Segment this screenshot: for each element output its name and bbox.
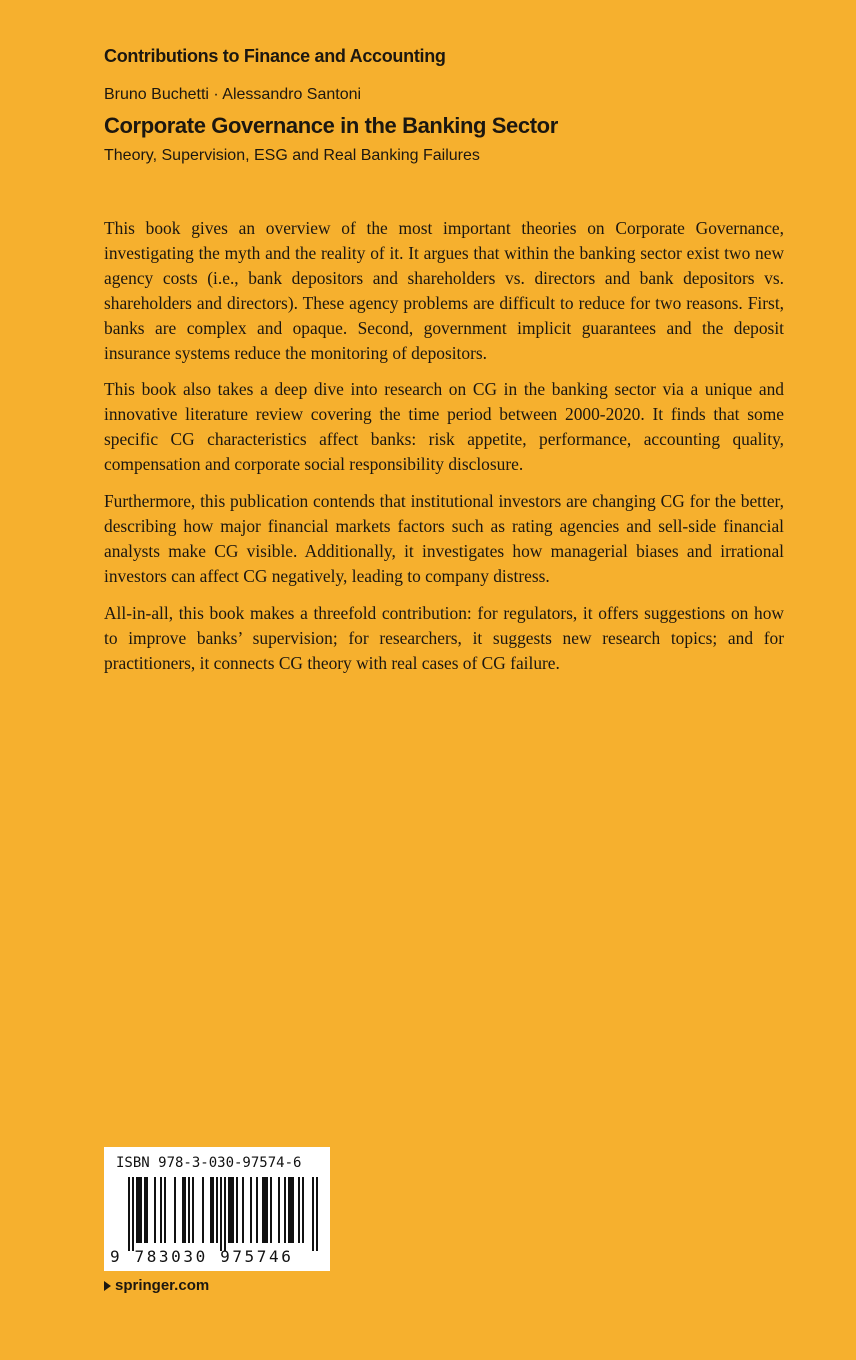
barcode-bar: [266, 1177, 268, 1243]
barcode-bar: [202, 1177, 204, 1243]
publisher-link[interactable]: [104, 1277, 209, 1294]
barcode-bar: [278, 1177, 280, 1243]
ean-digits: 9 783030 975746: [110, 1247, 294, 1266]
barcode-bar: [174, 1177, 176, 1243]
barcode-bar: [220, 1177, 222, 1251]
barcode-bar: [138, 1177, 140, 1243]
book-description: [104, 216, 784, 687]
barcode-bar: [262, 1177, 264, 1243]
isbn-label: ISBN 978-3-030-97574-6: [116, 1155, 302, 1171]
barcode-bar: [136, 1177, 138, 1243]
description-paragraph-2: This book also takes a deep dive into research on CG in the banking sector via a unique and innovative literature review covering the time period between 2000-2020. It finds that some specific CG characteristics affect banks: risk appetite, performance, accounting quality, compensation and corporate social responsibility disclosure.: [104, 379, 784, 475]
description-paragraph-1: This book gives an overview of the most important theories on Corporate Governance, investigating the myth and the reality of it. It argues that within the banking sector exist two new agency costs (i.e., bank depositors and shareholders vs. directors and bank depositors vs. shareholders and directors). These agency problems are difficult to reduce for two reasons. First, banks are complex and opaque. Second, government implicit guarantees and the deposit insurance systems reduce the monitoring of depositors.: [104, 218, 784, 363]
barcode-bar: [236, 1177, 238, 1243]
barcode-bar: [192, 1177, 194, 1243]
barcode-bar: [312, 1177, 314, 1251]
barcode-bar: [146, 1177, 148, 1243]
barcode-bar: [284, 1177, 286, 1243]
barcode-bar: [316, 1177, 318, 1251]
barcode-bar: [264, 1177, 266, 1243]
barcode-bar: [292, 1177, 294, 1243]
barcode-bar: [270, 1177, 272, 1243]
book-authors: Bruno Buchetti · Alessandro Santoni: [104, 86, 362, 103]
barcode-bar: [154, 1177, 156, 1243]
barcode-bar: [228, 1177, 230, 1243]
arrow-right-icon: [104, 1281, 111, 1291]
description-paragraph-3: Furthermore, this publication contends that institutional investors are changing CG for the better, describing how major financial markets factors such as rating agencies and sell-side financial analysts make CG visible. Additionally, it investigates how managerial biases and irrational investors can affect CG negatively, leading to company distress.: [104, 491, 784, 586]
publisher-link-text: springer.com: [115, 1277, 210, 1294]
barcode-bar: [232, 1177, 234, 1243]
barcode-bar: [128, 1177, 130, 1251]
barcode-bar: [290, 1177, 292, 1243]
barcode-bar: [250, 1177, 252, 1243]
barcode-bar: [132, 1177, 134, 1251]
barcode-bar: [184, 1177, 186, 1243]
barcode-bar: [212, 1177, 214, 1243]
barcode-bar: [164, 1177, 166, 1243]
isbn-barcode: [104, 1147, 330, 1271]
barcode-bar: [144, 1177, 146, 1243]
barcode-bar: [224, 1177, 226, 1251]
barcode-bar: [140, 1177, 142, 1243]
book-subtitle: Theory, Supervision, ESG and Real Banking Failures: [104, 147, 480, 164]
barcode-bar: [298, 1177, 300, 1243]
book-title: Corporate Governance in the Banking Sector: [104, 113, 558, 138]
barcode-bar: [216, 1177, 218, 1243]
description-paragraph-4: All-in-all, this book makes a threefold contribution: for regulators, it offers suggestions on how to improve banks’ supervision; for researchers, it suggests new research topics; and for practitioners, it connects CG theory with real cases of CG failure.: [104, 602, 784, 673]
barcode-bar: [302, 1177, 304, 1243]
barcode-bar: [230, 1177, 232, 1243]
series-title: Contributions to Finance and Accounting: [104, 46, 446, 66]
barcode-bar: [242, 1177, 244, 1243]
barcode-bar: [188, 1177, 190, 1243]
barcode-bar: [256, 1177, 258, 1243]
barcode-bar: [210, 1177, 212, 1243]
barcode-bar: [288, 1177, 290, 1243]
barcode-bar: [160, 1177, 162, 1243]
barcode-bar: [182, 1177, 184, 1243]
